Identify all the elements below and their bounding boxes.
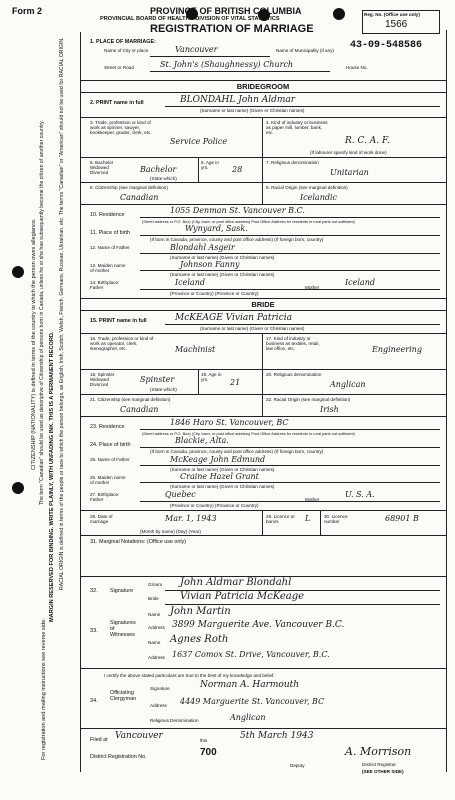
groom-birthplace-line xyxy=(140,235,440,236)
bride-father-label: 25. Name of Father xyxy=(90,457,130,462)
clergy-address: 4449 Marguerite St. Vancouver, BC xyxy=(180,697,325,706)
bride-mother-sub: (Surname or last name) (Given or Christian names) xyxy=(170,484,275,489)
bride-age-value: 21 xyxy=(230,378,241,387)
bride-name-line xyxy=(165,324,440,325)
clergy-label: Officiating Clergyman xyxy=(110,690,137,702)
clergy-34-label: 34. xyxy=(90,698,98,704)
bride-mother-value: Craine Hazel Grant xyxy=(180,472,259,481)
bride-racial-value: Irish xyxy=(320,405,339,414)
groom-parents-line xyxy=(140,289,440,290)
col-divider-30 xyxy=(320,510,321,535)
rule-16 xyxy=(80,333,446,334)
side-text-margin-reserved: MARGIN RESERVED FOR BINDING. WRITE PLAINLY, WITH UNFADING INK. THIS IS A PERMANENT RECORD. xyxy=(49,331,55,622)
registrar-label: District Registrar xyxy=(362,762,396,767)
w1-address-label: Address xyxy=(148,625,165,630)
groom-birthplace-sub: (If born in Canada, province, county and post office address) (If foreign born, country) xyxy=(150,237,324,242)
licence-or-banns-label: 29. Licence or banns xyxy=(266,514,295,524)
groom-citizenship-label: 8. Citizenship (see marginal definition) xyxy=(90,185,168,190)
place-name-label: Name of City or place xyxy=(104,48,149,53)
w1-name-label: Name xyxy=(148,612,161,617)
bridegroom-heading: BRIDEGROOM xyxy=(236,82,290,91)
col-divider-9 xyxy=(262,182,263,204)
marriage-date-value: Mar. 1, 1943 xyxy=(165,514,217,523)
groom-mother-sub: (Surname or last name) (Given or Christian names) xyxy=(170,272,275,277)
page-title: REGISTRATION OF MARRIAGE xyxy=(150,23,314,35)
bride-father-line xyxy=(140,465,440,466)
bride-signature: Vivian Patricia McKeage xyxy=(180,591,305,602)
groom-status-sub: (State which) xyxy=(150,176,177,181)
bride-parents-birthplace-label: 27. Birthplace: Father xyxy=(90,492,120,502)
bride-residence-label: 23. Residence xyxy=(90,424,125,430)
w2-name-label: Name xyxy=(148,640,161,645)
groom-name-sub: (Surname or last name) (Given or Christian names) xyxy=(200,108,305,113)
bride-citizenship-label: 21. Citizenship (see marginal definition) xyxy=(90,397,171,402)
groom-father-label: 12. Name of Father xyxy=(90,245,130,250)
bride-heading: BRIDE xyxy=(251,300,275,309)
groom-status-value: Bachelor xyxy=(140,165,177,174)
registration-number-stamp: 43-09-548586 xyxy=(350,40,423,51)
col-divider-20 xyxy=(262,369,263,394)
bride-citizenship-value: Canadian xyxy=(120,405,159,414)
groom-industry-sub: (If labourer specify kind of work done) xyxy=(310,150,387,155)
rule-10 xyxy=(80,204,446,205)
w2-address-label: Address xyxy=(148,655,165,660)
place-name-line xyxy=(150,56,270,57)
groom-residence-value: 1055 Denman St. Vancouver B.C. xyxy=(170,206,305,215)
clergy-address-label: Address xyxy=(150,703,167,708)
bride-heading-rule xyxy=(80,310,446,311)
licence-or-banns-value: L xyxy=(305,514,311,523)
groom-father-sub: (Surname or last name) (Given or Christian names) xyxy=(170,255,275,260)
groom-status-label: 5. Bachelor Widowed Divorced xyxy=(90,160,114,175)
groom-signature: John Aldmar Blondahl xyxy=(180,577,292,588)
bride-trade-label: 16. Trade, profession or kind of work as operator, clerk, stenographer, etc. xyxy=(90,336,154,351)
bride-name-label: 15. PRINT name in full xyxy=(90,318,147,324)
bride-birthplace-value: Blackie, Alta. xyxy=(175,436,229,445)
bride-racial-label: 22. Racial Origin (see marginal definition) xyxy=(266,397,351,402)
marginal-notations-label: 31. Marginal Notations: (Office use only) xyxy=(90,539,187,545)
bride-father-birthplace-value: Quebec xyxy=(165,490,196,499)
side-text-canadian: The term "Canadian" should be used as descriptive of Citizenship of persons born in Canada, unless he or she has subsequently become the citizen of another country. xyxy=(39,120,45,505)
groom-residence-line xyxy=(140,217,440,218)
bride-status-sub: (State which) xyxy=(150,387,177,392)
certify-text: I certify the above stated particulars are true to the best of my knowledge and belief. xyxy=(104,673,275,678)
groom-age-label: 6. Age in yrs. xyxy=(201,160,219,170)
religious-denom-label: Religious Denomination xyxy=(150,718,199,723)
clergy-signature: Norman A. Harmouth xyxy=(200,680,300,690)
bride-status-value: Spinster xyxy=(140,375,175,384)
rule-28 xyxy=(80,510,446,511)
rule-5 xyxy=(80,157,446,158)
bride-religion-label: 20. Religious denomination xyxy=(266,372,322,377)
groom-mother-birthplace-value: Iceland xyxy=(345,278,375,287)
province-title: PROVINCE OF BRITISH COLUMBIA xyxy=(150,6,302,16)
rule-21 xyxy=(80,394,446,395)
groom-father-line xyxy=(140,253,440,254)
street-line xyxy=(150,71,330,72)
marriage-date-label: 28. Date of marriage xyxy=(90,514,113,524)
bride-parents-sub: (Province or Country) (Province or Country) xyxy=(170,503,259,508)
groom-sig-label: Groom xyxy=(148,582,163,587)
form-right-border xyxy=(446,30,447,772)
col-divider-22 xyxy=(262,394,263,416)
filed-label: Filed at xyxy=(90,737,108,743)
col-divider-6a xyxy=(198,157,199,182)
groom-name-label: 2. PRINT name in full xyxy=(90,100,144,106)
rule-certify xyxy=(80,668,446,669)
col-divider-19a xyxy=(198,369,199,394)
bride-name-sub: (Surname or last name) (Given or Christian names) xyxy=(200,326,305,331)
registrar-signature: A. Morrison xyxy=(345,745,412,758)
district-reg-number: 700 xyxy=(200,747,217,758)
groom-residence-sub: (Street address or P.O. Box) (City, town, or post office address) Post Office Address for residents in rural parts not sufficient) xyxy=(142,219,355,224)
groom-birthplace-value: Wynyard, Sask. xyxy=(185,224,248,233)
witness-33-label: 33. xyxy=(90,628,98,634)
place-label: 1. PLACE OF MARRIAGE: xyxy=(90,39,156,45)
groom-industry-label: 4. Kind of industry or business as paper mill, lumber, bank, etc. xyxy=(266,120,328,135)
licence-number-label: 30. Licence number xyxy=(324,514,348,524)
groom-racial-label: 9. Racial Origin (see marginal definition) xyxy=(266,185,348,190)
groom-name-value: BLONDAHL John Aldmar xyxy=(180,95,296,105)
licence-number-value: 68901 B xyxy=(385,514,419,523)
district-reg-label: District Registration No. xyxy=(90,754,147,760)
groom-religion-label: 7. Religious denomination xyxy=(266,160,319,165)
bride-age-label: 19. Age in yrs. xyxy=(201,372,222,382)
witness-2-name: Agnes Roth xyxy=(170,634,229,645)
groom-heading-rule xyxy=(80,92,446,93)
board-title: PROVINCIAL BOARD OF HEALTH—DIVISION OF VITAL STATISTICS xyxy=(100,16,280,22)
bride-status-label: 18. Spinster Widowed Divorced xyxy=(90,372,115,387)
filed-this-label: this xyxy=(200,738,208,743)
bride-industry-value: Engineering xyxy=(372,345,422,354)
side-text-citizenship: CITIZENSHIP (NATIONALITY) is defined in terms of the country to which the person owes allegiance. xyxy=(31,218,37,470)
bride-mother-label: 26. Maiden name of mother xyxy=(90,475,126,485)
groom-mother-label: 13. Maiden name of mother xyxy=(90,263,126,273)
witness-1-address: 3899 Marguerite Ave. Vancouver B.C. xyxy=(172,620,345,630)
rule-8 xyxy=(80,182,446,183)
bride-religion-value: Anglican xyxy=(330,380,366,389)
filed-date: 5th March 1943 xyxy=(240,731,314,741)
punch-hole-3 xyxy=(333,8,345,20)
bride-trade-value: Machinist xyxy=(175,345,216,354)
col-divider-3 xyxy=(262,117,263,157)
groom-name-line xyxy=(165,106,440,107)
rule-filed xyxy=(80,728,446,729)
bride-mother-birthplace-label: Mother xyxy=(305,497,320,502)
signature-label: Signature xyxy=(110,588,134,594)
groom-mother-birthplace-label: Mother xyxy=(305,285,320,290)
bride-birthplace-sub: (If born in Canada, province, county and post office address) (If foreign born, country) xyxy=(150,449,324,454)
groom-father-birthplace-value: Iceland xyxy=(175,278,205,287)
groom-mother-value: Johnson Fanny xyxy=(180,260,240,269)
religious-denom-value: Anglican xyxy=(230,713,266,722)
groom-father-value: Blondahl Asgeir xyxy=(170,243,235,252)
groom-parents-birthplace-label: 14. Birthplace: Father xyxy=(90,280,120,290)
bride-sig-label: Bride xyxy=(148,596,159,601)
side-text-instructions: For registration and mailing instructions see reverse side. xyxy=(41,618,47,760)
groom-trade-label: 3. Trade, profession or kind of work as spinner, sawyer, bookkeeper, grader, clerk, etc. xyxy=(90,120,152,135)
bride-birthplace-line xyxy=(140,447,440,448)
groom-industry-value: R. C. A. F. xyxy=(345,136,390,146)
bride-mother-birthplace-value: U. S. A. xyxy=(345,490,375,499)
punch-hole-4 xyxy=(12,266,24,278)
muni-label: Name of Municipality (if any) xyxy=(276,48,334,53)
deputy-label: Deputy xyxy=(290,763,305,768)
bride-father-sub: (Surname or last name) (Given or Christian names) xyxy=(170,467,275,472)
form-label: Form 2 xyxy=(12,6,43,16)
col-divider-17 xyxy=(262,333,263,369)
bride-birthplace-label: 24. Place of birth xyxy=(90,442,131,448)
bride-sig-line xyxy=(165,604,440,605)
groom-age-value: 28 xyxy=(232,165,243,174)
street-value: St. John's (Shaughnessy) Church xyxy=(160,60,294,69)
bride-top-rule xyxy=(80,298,446,299)
filed-place: Vancouver xyxy=(115,731,163,741)
reg-no-value: 1566 xyxy=(385,19,408,30)
rule-23 xyxy=(80,416,446,417)
groom-top-rule xyxy=(80,80,446,81)
place-name-value: Vancouver xyxy=(175,45,218,54)
clergy-sig-label: Signature xyxy=(150,686,170,691)
groom-citizenship-value: Canadian xyxy=(120,193,159,202)
bride-residence-value: 1846 Haro St. Vancouver, BC xyxy=(170,418,289,427)
side-text-racial-origin: RACIAL ORIGIN is defined in terms of the people or race to which the person belongs, as English, Irish, Scotch, Welsh, French, Germans, Russian, Ukrainian, etc. The terms "Canadian" or "American" should not be used for RACIAL ORIGIN. xyxy=(59,37,65,590)
groom-birthplace-label: 11. Place of birth xyxy=(90,230,131,236)
bride-residence-line xyxy=(140,429,440,430)
punch-hole-5 xyxy=(12,482,24,494)
bride-residence-sub: (Street address or P.O. Box) (City, town, or post office address) Post Office Address for residents in rural parts not sufficient) xyxy=(142,431,355,436)
rule-31 xyxy=(80,535,446,536)
signature-32-label: 32. xyxy=(90,588,98,594)
col-divider-29 xyxy=(262,510,263,535)
bride-father-value: McKeage John Edmund xyxy=(170,455,266,464)
groom-religion-value: Unitarian xyxy=(330,168,369,177)
bride-name-value: McKEAGE Vivian Patricia xyxy=(175,313,292,323)
witness-label: Signatures of Witnesses xyxy=(110,620,136,638)
binding-margin-line xyxy=(80,32,81,772)
groom-residence-label: 10. Residence xyxy=(90,212,125,218)
rule-3 xyxy=(80,117,446,118)
street-label: Street or Road xyxy=(104,65,134,70)
bride-parents-line xyxy=(140,501,440,502)
witness-2-address: 1637 Comox St. Drive, Vancouver, B.C. xyxy=(172,650,330,659)
groom-trade-value: Service Police xyxy=(170,137,228,146)
marriage-date-sub: (Month by name) (Day) (Year) xyxy=(140,529,201,534)
witness-1-name: John Martin xyxy=(170,606,231,617)
rule-18 xyxy=(80,369,446,370)
house-label: House No. xyxy=(346,65,368,70)
see-other-side: (SEE OTHER SIDE) xyxy=(362,769,404,774)
groom-racial-value: Icelandic xyxy=(300,193,338,202)
groom-mother-line xyxy=(140,270,440,271)
reg-no-label: Reg. No. (Office use only) xyxy=(364,12,420,17)
bride-industry-label: 17. Kind of industry or business as textiles, retail, law office, etc. xyxy=(266,336,320,351)
col-divider-7 xyxy=(262,157,263,182)
bride-mother-line xyxy=(140,482,440,483)
groom-parents-sub: (Province or Country) (Province or Country) xyxy=(170,291,259,296)
